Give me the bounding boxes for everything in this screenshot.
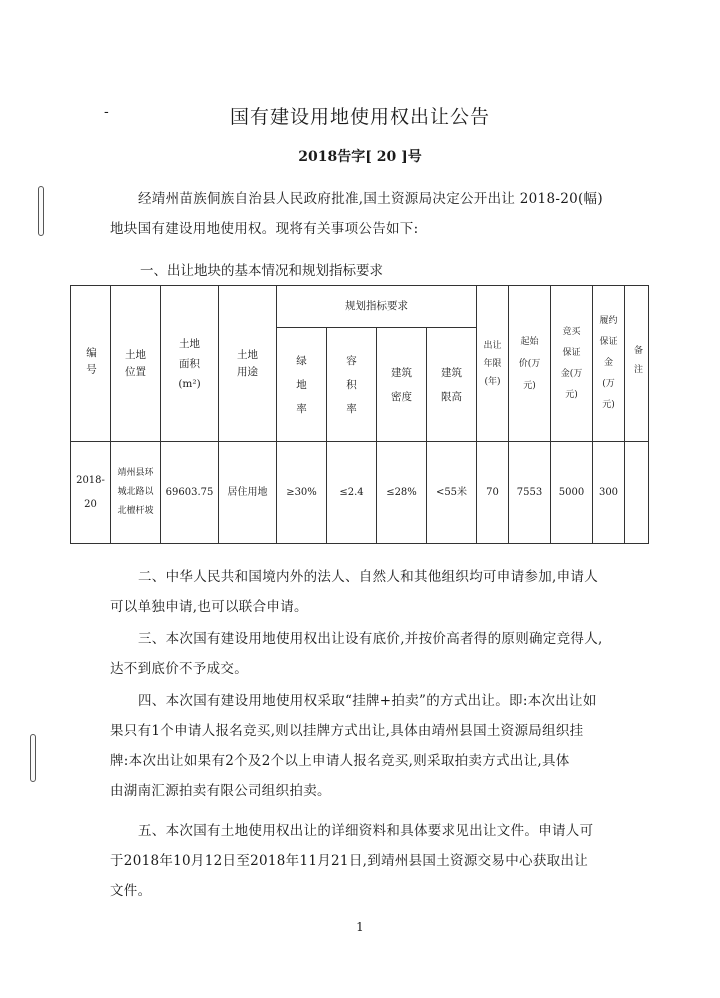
header-green-ratio: 绿地率 — [277, 328, 327, 442]
paragraph-5-line-1: 五、本次国有土地使用权出让的详细资料和具体要求见出让文件。申请人可 — [138, 823, 594, 839]
paragraph-3 — [110, 624, 610, 684]
header-building-density: 建筑密度 — [377, 328, 427, 442]
cell-green-ratio: ≥30% — [277, 442, 327, 544]
paragraph-3-line-1: 三、本次国有建设用地使用权出让设有底价,并按价高者得的原则确定竞得人, — [138, 631, 603, 647]
table-row — [71, 442, 649, 544]
page-number: 1 — [356, 920, 364, 934]
header-floor-area-ratio: 容积率 — [327, 328, 377, 442]
paragraph-5 — [110, 816, 610, 906]
header-number: 编号 — [71, 286, 111, 442]
header-term: 出让年限(年) — [477, 286, 509, 442]
cell-term: 70 — [477, 442, 509, 544]
intro-line-1: 经靖州苗族侗族自治县人民政府批准,国土资源局决定公开出让 2018-20(幅) — [138, 191, 603, 207]
cell-start-price: 7553 — [509, 442, 551, 544]
land-parcel-table — [70, 285, 649, 544]
cell-performance-bond: 300 — [593, 442, 625, 544]
paragraph-4-line-2: 果只有1个申请人报名竞买,则以挂牌方式出让,具体由靖州县国土资源局组织挂 — [110, 723, 584, 739]
paragraph-4-line-3: 牌:本次出让如果有2个及2个以上申请人报名竞买,则采取拍卖方式出让,具体 — [110, 753, 570, 769]
page-title: 国有建设用地使用权出让公告 — [229, 106, 490, 128]
paragraph-4-line-1: 四、本次国有建设用地使用权采取“挂牌+拍卖”的方式出让。即:本次出让如 — [138, 693, 597, 709]
cell-height-limit: <55米 — [427, 442, 477, 544]
cell-building-density: ≤28% — [377, 442, 427, 544]
paragraph-2-line-1: 二、中华人民共和国境内外的法人、自然人和其他组织均可申请参加,申请人 — [138, 569, 598, 585]
staple-mark-top — [38, 186, 44, 236]
header-height-limit: 建筑限高 — [427, 328, 477, 442]
paragraph-2 — [110, 562, 610, 622]
cell-deposit: 5000 — [551, 442, 593, 544]
document-number: 2018告字[ 20 ]号 — [298, 149, 422, 165]
header-remark: 备注 — [625, 286, 649, 442]
paragraph-2-line-2: 可以单独申请,也可以联合申请。 — [110, 599, 308, 615]
intro-line-2: 地块国有建设用地使用权。现将有关事项公告如下: — [110, 221, 419, 237]
header-area: 土地面积(m²) — [161, 286, 219, 442]
header-performance-bond: 履约保证金(万元) — [593, 286, 625, 442]
header-location: 土地位置 — [111, 286, 161, 442]
staple-mark-bottom — [30, 734, 36, 782]
margin-dash: - — [104, 104, 109, 120]
cell-location: 靖州县环城北路以北檀杆坡 — [111, 442, 161, 544]
cell-area: 69603.75 — [161, 442, 219, 544]
intro-paragraph — [110, 184, 610, 244]
header-deposit: 竞买保证金(万元) — [551, 286, 593, 442]
cell-floor-area-ratio: ≤2.4 — [327, 442, 377, 544]
paragraph-4 — [110, 686, 610, 806]
header-planning-group: 规划指标要求 — [277, 286, 477, 328]
cell-usage: 居住用地 — [219, 442, 277, 544]
cell-number: 2018-20 — [71, 442, 111, 544]
paragraph-5-line-2: 于2018年10月12日至2018年11月21日,到靖州县国土资源交易中心获取出让 — [110, 853, 589, 869]
paragraph-5-line-3: 文件。 — [110, 883, 152, 899]
paragraph-3-line-2: 达不到底价不予成交。 — [110, 661, 248, 677]
cell-remark — [625, 442, 649, 544]
section-heading-1: 一、出让地块的基本情况和规划指标要求 — [140, 263, 383, 279]
header-usage: 土地用途 — [219, 286, 277, 442]
paragraph-4-line-4: 由湖南汇源拍卖有限公司组织拍卖。 — [110, 783, 331, 799]
header-start-price: 起始价(万元) — [509, 286, 551, 442]
